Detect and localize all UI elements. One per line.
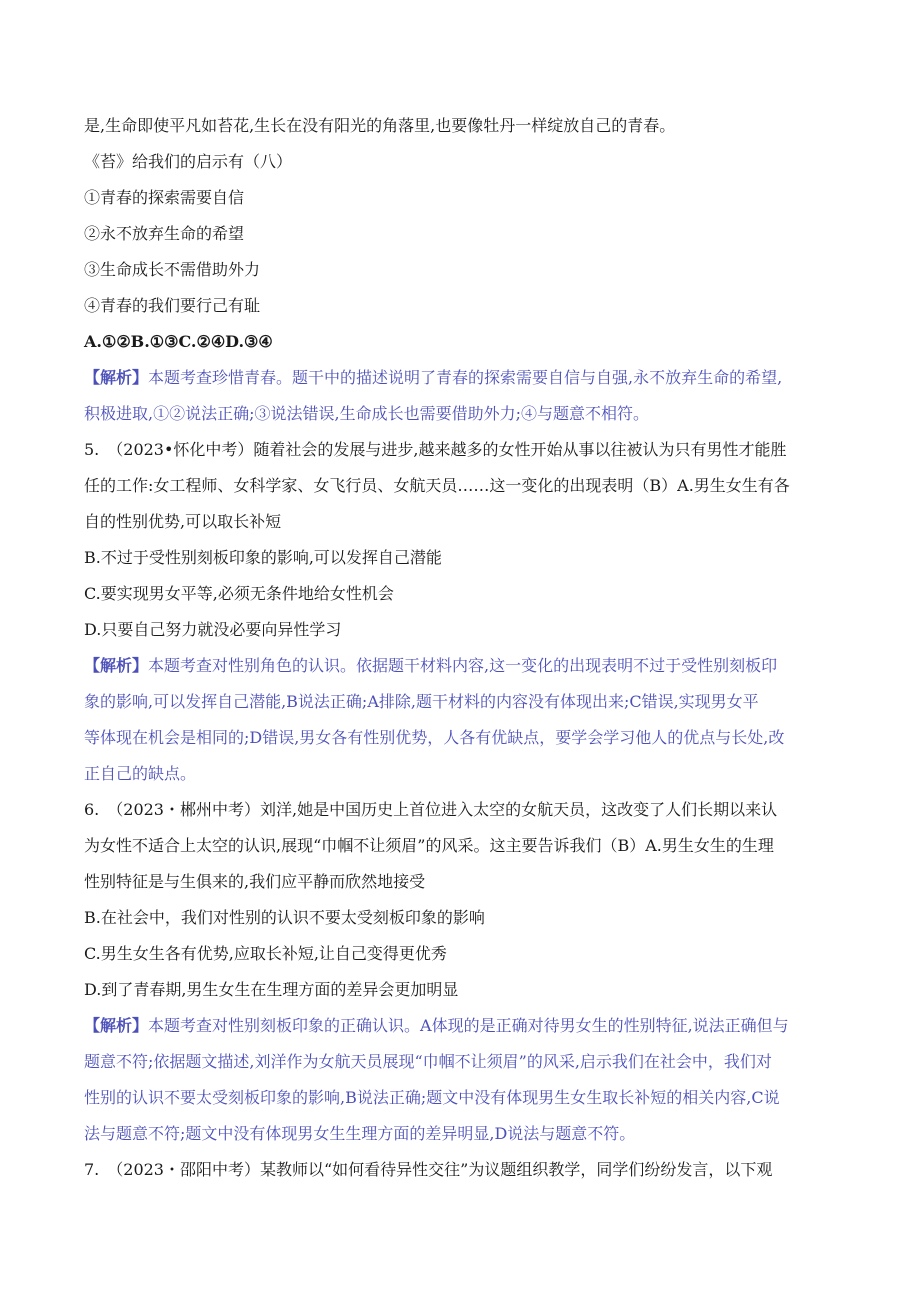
q4-explanation-line-1: 本题考查珍惜青春。题干中的描述说明了青春的探索需要自信与自强,永不放弃生命的希望,: [148, 368, 783, 387]
q5-explanation-line-4: 正自己的缺点。: [84, 764, 197, 783]
q6-explanation: [84, 1008, 844, 1044]
q4-option-1: ①青春的探索需要自信: [84, 188, 245, 207]
q6-option-c: C.男生女生各有优势,应取长补短,让自己变得更优秀: [84, 944, 447, 963]
q6-option-d: D.到了青春期,男生女生在生理方面的差异会更加明显: [84, 980, 459, 999]
document-page: [84, 108, 844, 1188]
q6-explanation-line-1: 本题考查对性别刻板印象的正确认识。A体现的是正确对待男女生的性别特征,说法正确但与: [148, 1016, 789, 1035]
explanation-tag: 【解析】: [84, 1016, 149, 1035]
q6-explanation-line-4: 法与题意不符;题文中没有体现男女生生理方面的差异明显,D说法与题意不符。: [84, 1124, 636, 1143]
explanation-tag: 【解析】: [84, 656, 149, 675]
q6-option-b: B.在社会中，我们对性别的认识不要太受刻板印象的影响: [84, 908, 485, 927]
q5-option-d: D.只要自己努力就没必要向异性学习: [84, 620, 342, 639]
explanation-tag: 【解析】: [84, 368, 149, 387]
q5-explanation-line-2: 象的影响,可以发挥自己潜能,B说法正确;A排除,题干材料的内容没有体现出来;C错误,实现男女平: [84, 692, 759, 711]
q4-stem: 《苔》给我们的启示有（八）: [84, 152, 293, 171]
q4-option-3: ③生命成长不需借助外力: [84, 260, 261, 279]
q6-explanation-line-3: 性别的认识不要太受刻板印象的影响,B说法正确;题文中没有体现男生女生取长补短的相关内容,C说: [84, 1088, 780, 1107]
q7-stem-line-1: 7. （2023・邵阳中考）某教师以“如何看待异性交往”为议题组织教学，同学们纷纷发言，以下观: [84, 1160, 773, 1179]
q4-explanation: [84, 360, 844, 396]
q6-explanation-line-2: 题意不符;依据题文描述,刘洋作为女航天员展现“巾帼不让须眉”的风采,启示我们在社会中，我们对: [84, 1052, 772, 1071]
q4-explanation-line-2: 积极进取,①②说法正确;③说法错误,生命成长也需要借助外力;④与题意不相符。: [84, 404, 649, 423]
q4-choices: A.①②B.①③C.②④D.③④: [84, 332, 273, 351]
q5-explanation: [84, 648, 844, 684]
q5-explanation-line-3: 等体现在机会是相同的;D错误,男女各有性别优势，人各有优缺点，要学会学习他人的优点与长处,改: [84, 728, 785, 747]
q5-stem-line-1: 5. （2023•怀化中考）随着社会的发展与进步,越来越多的女性开始从事以往被认为只有男性才能胜: [84, 440, 787, 459]
q5-stem-line-3: 自的性别优势,可以取长补短: [84, 512, 282, 531]
q6-stem-line-1: 6. （2023・郴州中考）刘洋,她是中国历史上首位进入太空的女航天员，这改变了人们长期以来认: [84, 800, 778, 819]
q4-option-2: ②永不放弃生命的希望: [84, 224, 245, 243]
q5-stem-line-2: 任的工作:女工程师、女科学家、女飞行员、女航天员……这一变化的出现表明（B）A.男生女生有各: [84, 476, 790, 495]
q5-option-c: C.要实现男女平等,必须无条件地给女性机会: [84, 584, 394, 603]
intro-line: 是,生命即使平凡如苔花,生长在没有阳光的角落里,也要像牡丹一样绽放自己的青春。: [84, 116, 676, 135]
q6-stem-line-3: 性别特征是与生俱来的,我们应平静而欣然地接受: [84, 872, 426, 891]
q5-explanation-line-1: 本题考查对性别角色的认识。依据题干材料内容,这一变化的出现表明不过于受性别刻板印: [148, 656, 778, 675]
q5-option-b: B.不过于受性别刻板印象的影响,可以发挥自己潜能: [84, 548, 442, 567]
q4-option-4: ④青春的我们要行己有耻: [84, 296, 261, 315]
q6-stem-line-2: 为女性不适合上太空的认识,展现“巾帼不让须眉”的风采。这主要告诉我们（B）A.男生女生的生理: [84, 836, 774, 855]
